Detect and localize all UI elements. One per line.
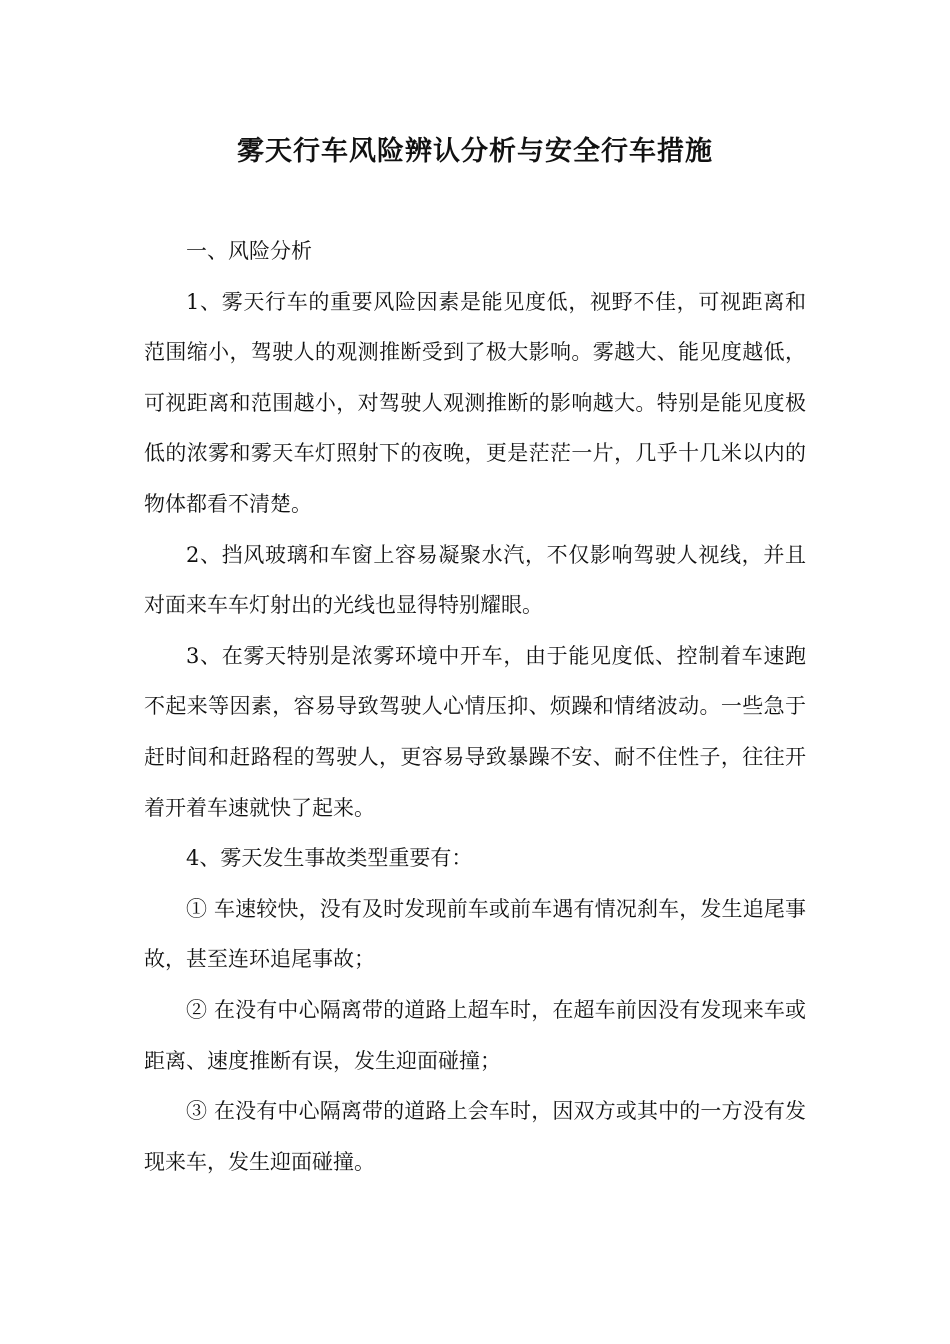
paragraph-visibility-risk: 1、雾天行车的重要风险因素是能见度低，视野不佳，可视距离和范围缩小，驾驶人的观测推断受到了极大影响。雾越大、能见度越低，可视距离和范围越小，对驾驶人观测推断的影响越大。特别是能见度极低的浓雾和雾天车灯照射下的夜晚，更是茫茫一片，几乎十几米以内的物体都看不清楚。 [144, 289, 806, 516]
paragraph-driver-emotion: 3、在雾天特别是浓雾环境中开车，由于能见度低、控制着车速跑不起来等因素，容易导致驾驶人心情压抑、烦躁和情绪波动。一些急于赶时间和赶路程的驾驶人，更容易导致暴躁不安、耐不住性子，往往开着开着车速就快了起来。 [144, 643, 806, 820]
document-title: 雾天行车风险辨认分析与安全行车措施 [237, 136, 713, 167]
paragraph-accident-types-intro: 4、雾天发生事故类型重要有： [186, 846, 473, 871]
document-body [144, 226, 806, 1187]
list-item-meeting-collision: ③ 在没有中心隔离带的道路上会车时，因双方或其中的一方没有发现来车，发生迎面碰撞。 [144, 1099, 806, 1174]
section-heading-risk-analysis: 一、风险分析 [186, 239, 312, 263]
list-item-rear-end-collision: ① 车速较快，没有及时发现前车或前车遇有情况刹车，发生追尾事故，甚至连环追尾事故； [144, 896, 806, 972]
paragraph-windshield-fog: 2、挡风玻璃和车窗上容易凝聚水汽，不仅影响驾驶人视线，并且对面来车车灯射出的光线也显得特别耀眼。 [144, 542, 806, 618]
list-item-overtaking-collision: ② 在没有中心隔离带的道路上超车时，在超车前因没有发现来车或距离、速度推断有误，发生迎面碰撞； [144, 997, 806, 1073]
